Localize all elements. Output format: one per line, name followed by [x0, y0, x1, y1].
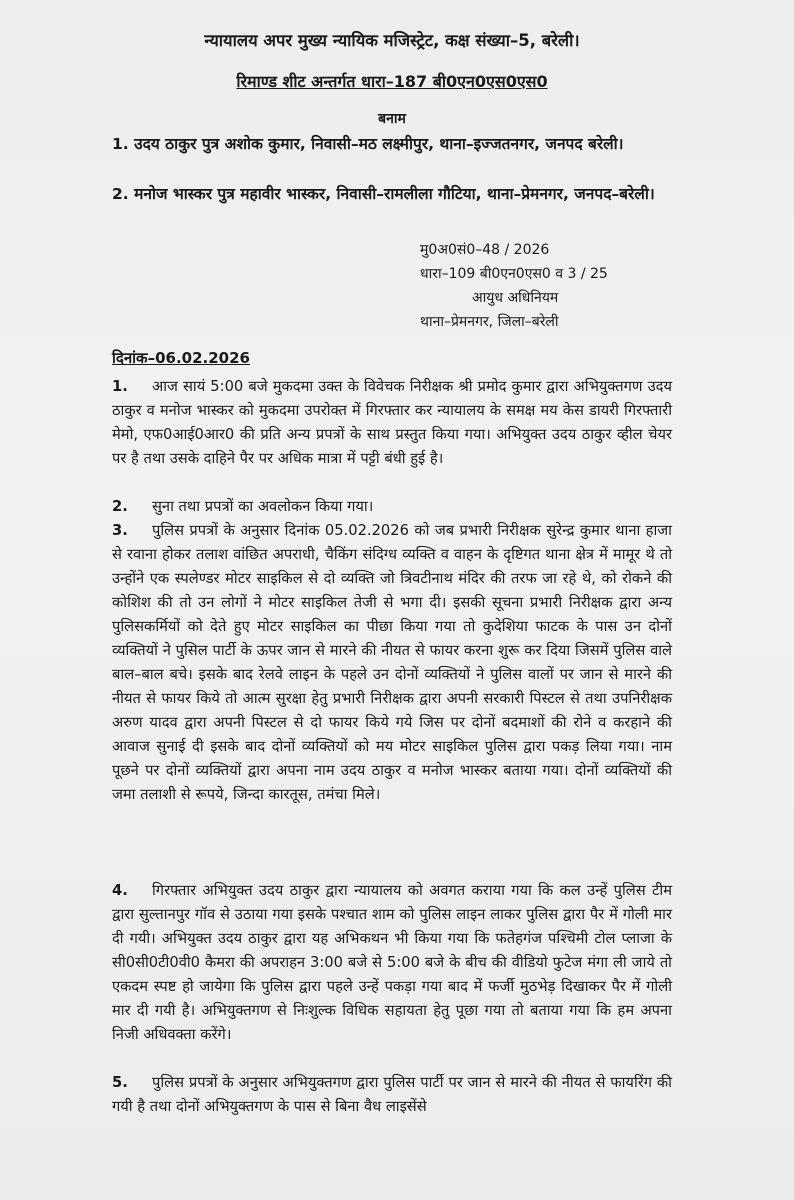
paragraph-1	[112, 375, 672, 471]
court-title: न्यायालय अपर मुख्य न्यायिक मजिस्ट्रेट, कक्ष संख्या–5, बरेली।	[204, 31, 580, 50]
paragraph-text: आज सायं 5:00 बजे मुकदमा उक्त के विवेचक निरीक्षक श्री प्रमोद कुमार द्वारा अभियुक्तगण उदय ठाकुर व मनोज भास्कर को मुकदमा उपरोक्त में गिरफ्तार कर न्यायालय के समक्ष मय केस डायरी गिरफ्तारी मेमो, एफ0आई0आर0 की प्रति अन्य प्रपत्रों के साथ प्रस्तुत किया गया। अभियुक्त उदय ठाकुर व्हील चेयर पर है तथा उसके दाहिने पैर पर अधिक मात्रा में पट्टी बंधी हुई है।	[112, 378, 672, 467]
paragraph-number: 1.	[112, 378, 128, 395]
paragraph-number: 2.	[112, 498, 128, 515]
paragraph-number: 5.	[112, 1074, 128, 1091]
paragraph-number: 4.	[112, 882, 128, 899]
case-police-station: थाना–प्रेमनगर, जिला–बरेली	[420, 314, 559, 330]
paragraph-text: गिरफ्तार अभियुक्त उदय ठाकुर द्वारा न्यायालय को अवगत कराया गया कि कल उन्हें पुलिस टीम द्वारा सुल्तानपुर गॉव से उठाया गया इसके पश्चात शाम को पुलिस लाइन लाकर पुलिस द्वारा पैर में गोली मार दी गयी। अभियुक्त उदय ठाकुर द्वारा यह अभिकथन भी किया गया कि फतेहगंज पश्चिमी टोल प्लाजा के सी0सी0टी0वी0 कैमरा की अपराहन 3:00 बजे से 5:00 बजे के बीच की वीडियो फुटेज मंगा ली जाये तो एकदम स्पष्ट हो जायेगा कि पुलिस द्वारा पहले उन्हें पकड़ा गया बाद में फर्जी मुठभेड़ दिखाकर पैर में गोली मार दी गयी है। अभियुक्तगण से निःशुल्क विधिक सहायता हेतु पूछा गया तो बताया गया कि हम अपना निजी अधिवक्ता करेंगे।	[112, 882, 672, 1043]
accused-2: 2. मनोज भास्कर पुत्र महावीर भास्कर, निवासी–रामलीला गौटिया, थाना–प्रेमनगर, जनपद–बरेली।	[112, 185, 655, 203]
paragraph-text: सुना तथा प्रपत्रों का अवलोकन किया गया।	[152, 498, 374, 515]
paragraph-text: पुलिस प्रपत्रों के अनुसार दिनांक 05.02.2026 को जब प्रभारी निरीक्षक सुरेन्द्र कुमार थाना हाजा से रवाना होकर तलाश वांछित अपराधी, चैकिंग संदिग्ध व्यक्ति व वाहन के दृष्टिगत थाना क्षेत्र में मामूर थे तो उन्होंने एक स्पलेण्डर मोटर साइकिल से दो व्यक्ति जो त्रिवटीनाथ मंदिर की तरफ जा रहे थे, को रोकने की कोशिश की तो उन लोगों ने मोटर साइकिल तेजी से भगा दी। इसकी सूचना प्रभारी निरीक्षक द्वारा अन्य पुलिसकर्मियों को देते हुए मोटर साइकिल का पीछा किया गया तो कुदेशिया फाटक के पास उन दोनों व्यक्तियों ने पुसिल पार्टी के ऊपर जान से मारने की नीयत से फायर करना शुरू कर दिया जिसमें पुलिस वाले बाल–बाल बचे। इसके बाद रेलवे लाइन के पहले उन दोनों व्यक्तियों ने पुलिस वालों पर जान से मारने की नीयत से फायर किये तो आत्म सुरक्षा हेतु प्रभारी निरीक्षक द्वारा अपनी सरकारी पिस्टल से तथा उपनिरीक्षक अरुण यादव द्वारा अपनी पिस्टल से दो फायर किये गये जिस पर दोनों बदमाशों की रोने व करहाने की आवाज सुनाई दी इसके बाद दोनों व्यक्तियों को मय मोटर साइकिल पुलिस द्वारा पकड़ लिया गया। नाम पूछने पर दोनों व्यक्तियों द्वारा अपना नाम उदय ठाकुर व मनोज भास्कर बताया गया। दोनों व्यक्तियों की जमा तलाशी से रूपये, जिन्दा कारतूस, तमंचा मिले।	[112, 522, 672, 803]
accused-1: 1. उदय ठाकुर पुत्र अशोक कुमार, निवासी–मठ लक्ष्मीपुर, थाना–इज्जतनगर, जनपद बरेली।	[112, 135, 624, 153]
paragraph-3	[112, 519, 672, 807]
order-date: दिनांक–06.02.2026	[112, 349, 250, 367]
remand-sheet-title	[112, 70, 672, 92]
versus-label: बनाम	[378, 111, 406, 127]
paragraph-5	[112, 1071, 672, 1119]
case-act: आयुध अधिनियम	[472, 290, 559, 306]
case-reference	[420, 238, 608, 334]
remand-sheet-title-text: रिमाण्ड शीट अन्तर्गत धारा–187 बी0एन0एस0एस0	[236, 72, 548, 91]
paragraph-4	[112, 879, 672, 1047]
case-number: मु0अ0सं0–48 / 2026	[420, 242, 550, 258]
paragraph-text: पुलिस प्रपत्रों के अनुसार अभियुक्तगण द्वारा पुलिस पार्टी पर जान से मारने की नीयत से फायरिंग की गयी है तथा दोनों अभियुक्तगण के पास से बिना वैध लाइसेंसे	[112, 1074, 672, 1115]
case-sections: धारा–109 बी0एन0एस0 व 3 / 25	[420, 266, 608, 282]
paragraph-2	[112, 495, 672, 519]
paragraph-number: 3.	[112, 522, 128, 539]
